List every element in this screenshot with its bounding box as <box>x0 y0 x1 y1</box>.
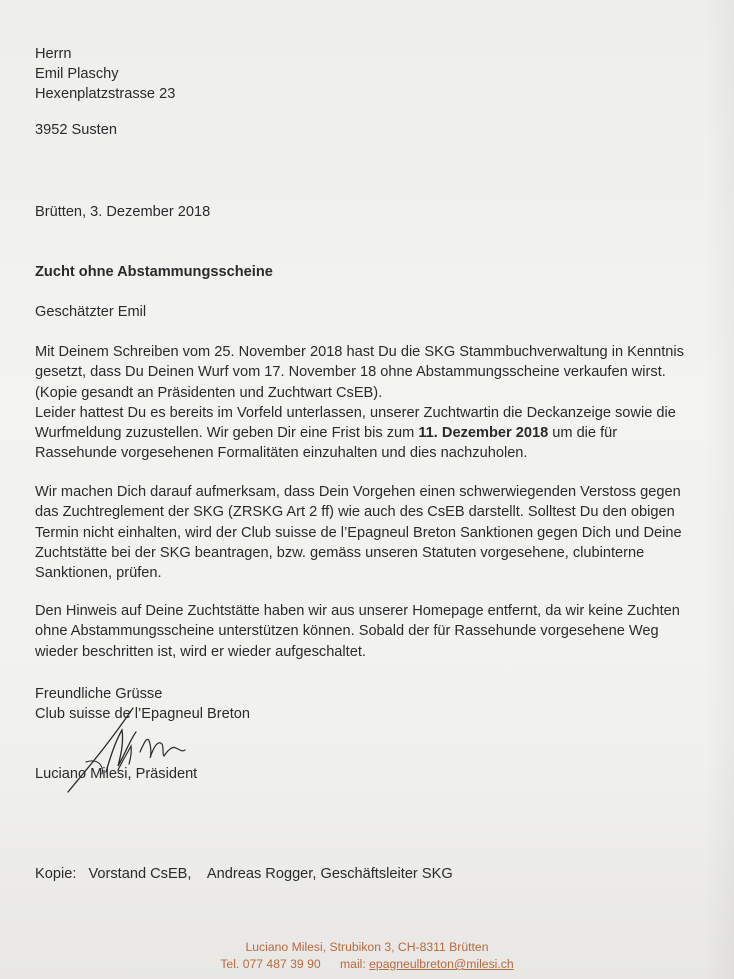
closing-regards: Freundliche Grüsse <box>35 686 163 702</box>
footer-contact <box>0 957 734 971</box>
paragraph-2-line: Termin nicht einhalten, wird der Club suisse de l’Epagneul Breton Sanktionen gegen Dich und Deine <box>35 524 682 541</box>
paragraph-3-line: ohne Abstammungsscheine unterstützen können. Sobald der für Rassehunde vorgesehene Weg <box>35 623 659 640</box>
footer-email-link[interactable]: epagneulbreton@milesi.ch <box>369 957 514 971</box>
recipient-city: 3952 Susten <box>35 122 117 138</box>
letter-greeting: Geschätzter Emil <box>35 304 147 320</box>
paragraph-2-line: Zuchtstätte bei der SKG beantragen, bzw. gemäss unseren Statuten vorgesehene, clubinterne <box>35 544 645 561</box>
paragraph-3-line: wieder beschritten ist, wird er wieder aufgeschaltet. <box>35 643 366 660</box>
closing-club-name: Club suisse de l’Epagneul Breton <box>35 706 250 722</box>
place-date: Brütten, 3. Dezember 2018 <box>35 204 211 220</box>
footer-address: Luciano Milesi, Strubikon 3, CH-8311 Brütten <box>245 940 489 954</box>
paragraph-3 <box>35 601 725 662</box>
paragraph-2-line: das Zuchtreglement der SKG (ZRSKG Art 2 ff) wie auch des CsEB darstellt. Solltest Du den obigen <box>35 504 675 521</box>
paragraph-1-line: Mit Deinem Schreiben vom 25. November 2018 hast Du die SKG Stammbuchverwaltung in Kenntnis <box>35 344 684 360</box>
paragraph-1 <box>35 342 725 464</box>
paragraph-1-line: gesetzt, dass Du Deinen Wurf vom 17. November 18 ohne Abstammungsscheine verkaufen wirst. <box>35 364 666 381</box>
recipient-name: Emil Plaschy <box>35 66 119 82</box>
copy-recipients: Vorstand CsEB, Andreas Rogger, Geschäftsleiter SKG <box>88 866 453 882</box>
footer-phone: Tel. 077 487 39 90 <box>220 957 321 971</box>
deadline-text-after: um die für <box>548 425 618 442</box>
footer-mail-label: mail: <box>340 957 366 971</box>
paragraph-2-line: Sanktionen, prüfen. <box>35 565 162 582</box>
copy-label: Kopie: <box>35 866 77 882</box>
paragraph-1-line: Rassehunde vorgesehenen Formalitäten einzuhalten und dies nachzuholen. <box>35 445 528 462</box>
deadline-date: 11. Dezember 2018 <box>418 425 549 442</box>
paragraph-1-line: Leider hattest Du es bereits im Vorfeld unterlassen, unserer Zuchtwartin die Deckanzeige sowie die <box>35 404 676 421</box>
handwritten-signature <box>58 700 198 800</box>
paragraph-1-line-deadline <box>35 423 725 443</box>
paragraph-1-line: (Kopie gesandt an Präsidenten und Zuchtwart CsEB). <box>35 384 383 401</box>
deadline-text-before: Wurfmeldung zuzustellen. Wir geben Dir eine Frist bis zum <box>35 425 419 442</box>
recipient-street: Hexenplatzstrasse 23 <box>35 86 176 102</box>
paragraph-2 <box>35 482 725 583</box>
signatory-name: Luciano Milesi, Präsident <box>35 766 198 782</box>
paragraph-3-line: Den Hinweis auf Deine Zuchtstätte haben wir aus unserer Homepage entfernt, da wir keine Zuchten <box>35 603 680 619</box>
copy-line <box>35 864 453 884</box>
letter-subject: Zucht ohne Abstammungsscheine <box>35 264 273 280</box>
recipient-salutation: Herrn <box>35 46 72 62</box>
paragraph-2-line: Wir machen Dich darauf aufmerksam, dass Dein Vorgehen einen schwerwiegenden Verstoss gegen <box>35 484 681 500</box>
